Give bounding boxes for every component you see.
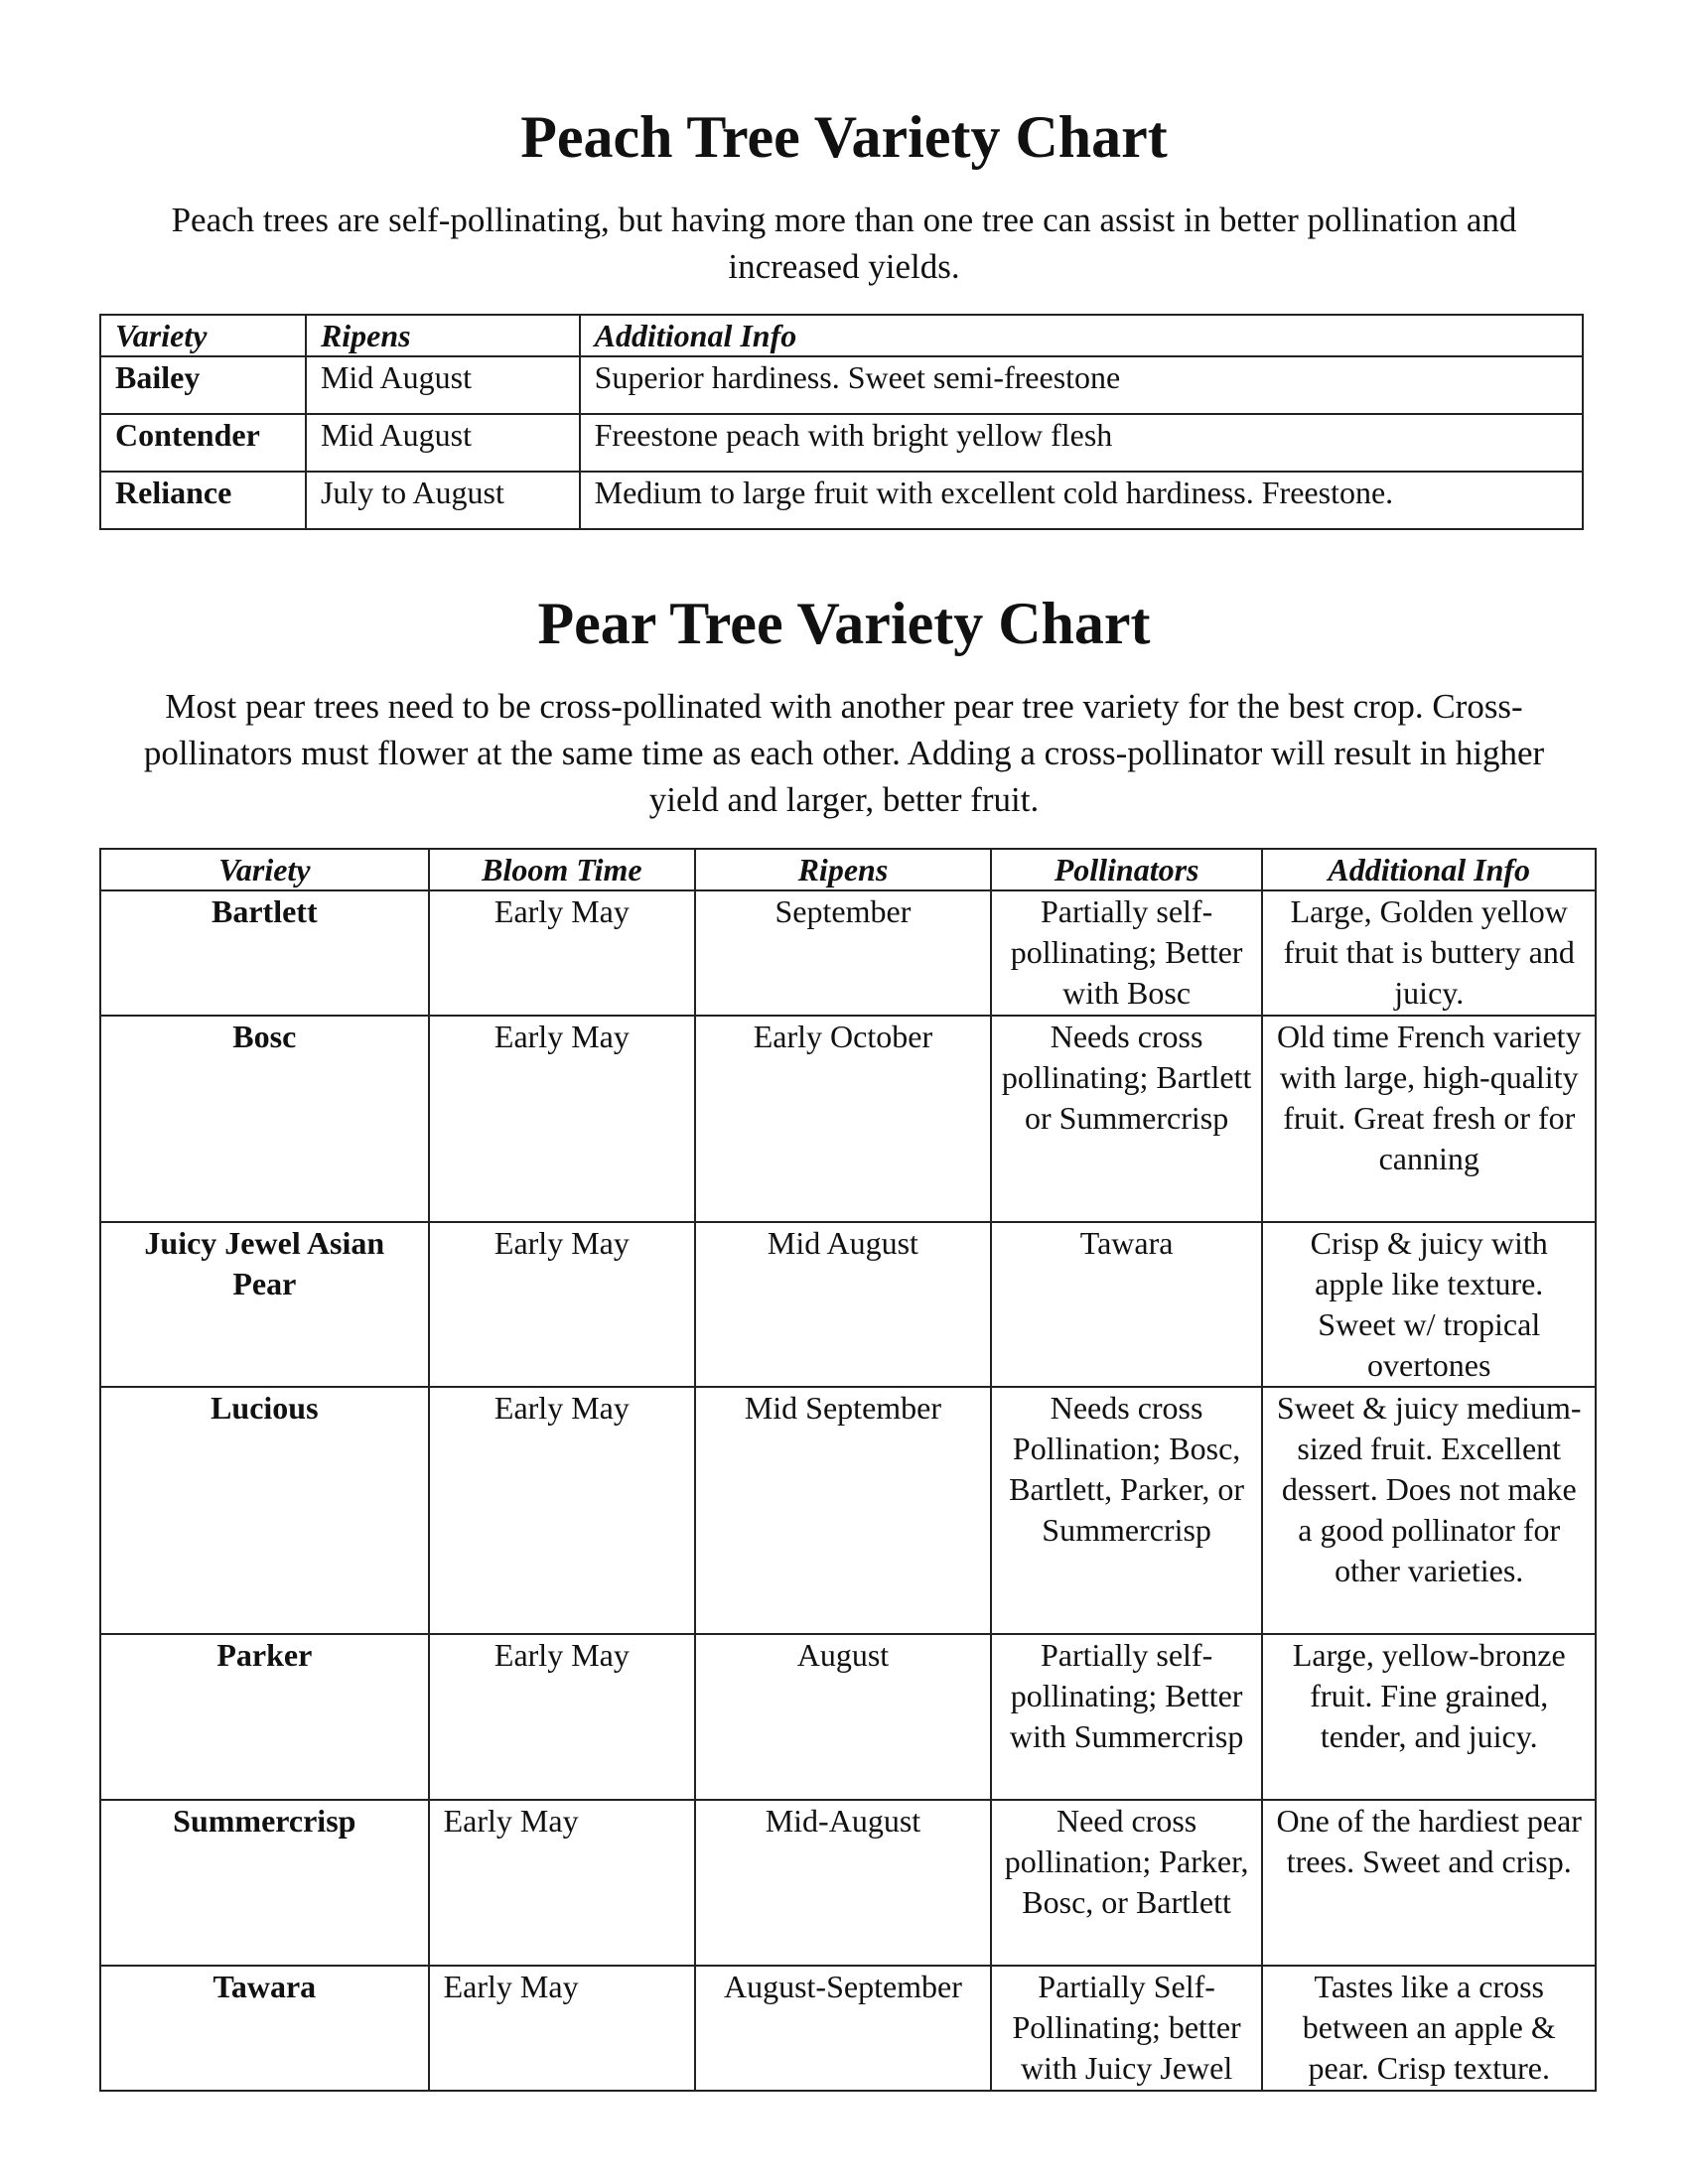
pollinators-cell: Partially self-pollinating; Better with Bosc [991,890,1263,1016]
peach-intro-text: Peach trees are self-pollinating, but having more than one tree can assist in better pollination and increased yields. [171,201,1517,286]
header-ripens: Ripens [695,849,991,890]
table-row [100,1966,1596,2091]
peach-chart-title: Peach Tree Variety Chart [520,104,1168,170]
variety-cell: Reliance [100,472,306,529]
header-variety: Variety [100,315,306,356]
ripens-cell: Mid August [695,1222,991,1387]
pollinators-cell: Need cross pollination; Parker, Bosc, or Bartlett [991,1800,1263,1966]
table-row [100,1016,1596,1222]
table-header-row [100,315,1583,356]
variety-cell: Lucious [100,1387,429,1634]
ripens-cell: Mid August [306,356,580,414]
info-cell: Freestone peach with bright yellow flesh [580,414,1583,472]
bloom-cell: Early May [429,1800,696,1966]
table-row [100,414,1583,472]
pear-chart-title: Pear Tree Variety Chart [537,591,1151,656]
variety-cell: Bartlett [100,890,429,1016]
ripens-cell: Mid September [695,1387,991,1634]
ripens-cell: Early October [695,1016,991,1222]
info-cell: Old time French variety with large, high-quality fruit. Great fresh or for canning [1262,1016,1596,1222]
table-header-row [100,849,1596,890]
bloom-cell: Early May [429,890,696,1016]
header-bloom-time: Bloom Time [429,849,696,890]
header-additional-info: Additional Info [580,315,1583,356]
info-cell: One of the hardiest pear trees. Sweet and crisp. [1262,1800,1596,1966]
info-cell: Large, yellow-bronze fruit. Fine grained, tender, and juicy. [1262,1634,1596,1800]
variety-cell: Tawara [100,1966,429,2091]
header-ripens: Ripens [306,315,580,356]
bloom-cell: Early May [429,1222,696,1387]
ripens-cell: Mid August [306,414,580,472]
variety-cell: Contender [100,414,306,472]
table-row [100,890,1596,1016]
bloom-cell: Early May [429,1387,696,1634]
pear-variety-table [99,848,1597,2092]
pollinators-cell: Needs cross pollinating; Bartlett or Summercrisp [991,1016,1263,1222]
table-row [100,1634,1596,1800]
table-row [100,356,1583,414]
variety-cell: Bosc [100,1016,429,1222]
info-cell: Superior hardiness. Sweet semi-freestone [580,356,1583,414]
header-additional-info: Additional Info [1262,849,1596,890]
table-row [100,1800,1596,1966]
header-variety: Variety [100,849,429,890]
info-cell: Sweet & juicy medium-sized fruit. Excellent dessert. Does not make a good pollinator for other varieties. [1262,1387,1596,1634]
ripens-cell: Mid-August [695,1800,991,1966]
pear-intro-text: Most pear trees need to be cross-pollinated with another pear tree variety for the best crop. Cross- pollinators must flower at the same time as each other. Adding a cross-pollinator will result in higher yield and larger, better fruit. [143,687,1545,819]
table-row [100,472,1583,529]
header-pollinators: Pollinators [991,849,1263,890]
pollinators-cell: Needs cross Pollination; Bosc, Bartlett, Parker, or Summercrisp [991,1387,1263,1634]
bloom-cell: Early May [429,1966,696,2091]
pollinators-cell: Partially self-pollinating; Better with Summercrisp [991,1634,1263,1800]
bloom-cell: Early May [429,1634,696,1800]
info-cell: Crisp & juicy with apple like texture. Sweet w/ tropical overtones [1262,1222,1596,1387]
info-cell: Large, Golden yellow fruit that is buttery and juicy. [1262,890,1596,1016]
ripens-cell: September [695,890,991,1016]
table-row [100,1387,1596,1634]
info-cell: Tastes like a cross between an apple & pear. Crisp texture. [1262,1966,1596,2091]
pollinators-cell: Tawara [991,1222,1263,1387]
info-cell: Medium to large fruit with excellent cold hardiness. Freestone. [580,472,1583,529]
ripens-cell: July to August [306,472,580,529]
table-row [100,1222,1596,1387]
pollinators-cell: Partially Self-Pollinating; better with Juicy Jewel [991,1966,1263,2091]
variety-cell: Juicy Jewel Asian Pear [100,1222,429,1387]
peach-variety-table [99,314,1584,530]
bloom-cell: Early May [429,1016,696,1222]
variety-cell: Summercrisp [100,1800,429,1966]
variety-cell: Bailey [100,356,306,414]
variety-cell: Parker [100,1634,429,1800]
ripens-cell: August-September [695,1966,991,2091]
ripens-cell: August [695,1634,991,1800]
